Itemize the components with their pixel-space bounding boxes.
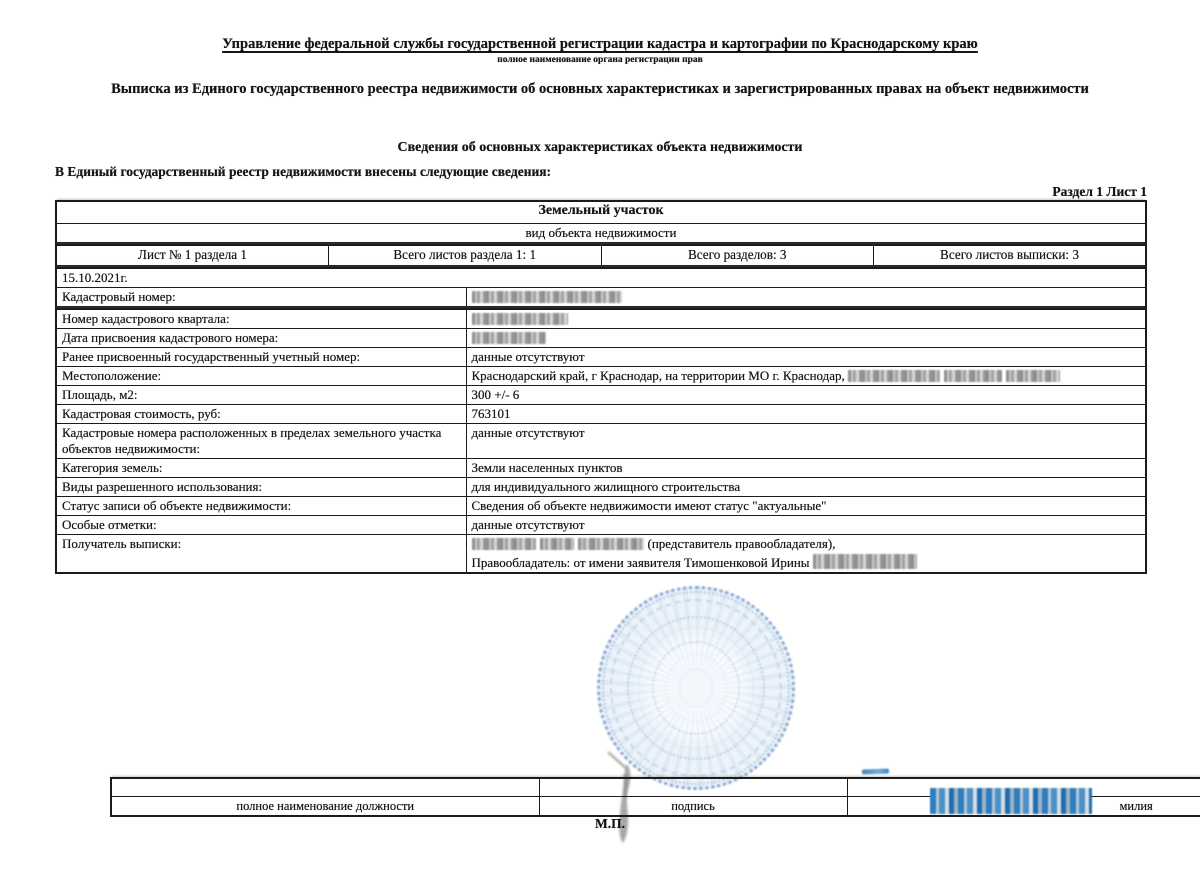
row-label: Получатель выписки: bbox=[56, 535, 466, 574]
org-name-caption: полное наименование органа регистрации прав bbox=[497, 55, 703, 65]
signature-footer-table bbox=[110, 777, 1200, 817]
table-row bbox=[56, 535, 1146, 574]
section-title: Сведения об основных характеристиках объекта недвижимости bbox=[397, 140, 803, 155]
table-row bbox=[56, 516, 1146, 535]
org-name-heading bbox=[0, 0, 1200, 53]
table-row bbox=[56, 367, 1146, 386]
location-text: Краснодарский край, г Краснодар, на территории МО г. Краснодар, bbox=[471, 368, 845, 383]
table-row bbox=[56, 348, 1146, 367]
stamp-ring bbox=[679, 668, 713, 708]
redacted-value bbox=[848, 370, 940, 382]
table-row bbox=[111, 797, 1200, 817]
recipient-suffix-text: (представитель правообладателя), bbox=[647, 536, 836, 551]
table-row bbox=[56, 268, 1146, 288]
object-type-caption: вид объекта недвижимости bbox=[56, 224, 1146, 244]
redacted-value bbox=[472, 332, 546, 344]
sheets-in-section-cell: Всего листов раздела 1: 1 bbox=[329, 245, 602, 266]
row-value: данные отсутствуют bbox=[466, 424, 1146, 459]
redacted-value bbox=[472, 291, 622, 303]
position-signing-cell bbox=[111, 778, 539, 797]
row-value bbox=[466, 535, 1146, 574]
table-row bbox=[56, 497, 1146, 516]
row-label: Кадастровый номер: bbox=[56, 288, 466, 308]
intro-line: В Единый государственный реестр недвижимости внесены следующие сведения: bbox=[55, 164, 552, 179]
row-label: Статус записи об объекте недвижимости: bbox=[56, 497, 466, 516]
redacted-value bbox=[944, 370, 1002, 382]
row-value: Земли населенных пунктов bbox=[466, 459, 1146, 478]
redacted-value bbox=[472, 313, 568, 325]
row-label: Особые отметки: bbox=[56, 516, 466, 535]
table-row bbox=[56, 459, 1146, 478]
table-row bbox=[56, 245, 1146, 266]
row-label: Кадастровые номера расположенных в пределах земельного участка объектов недвижимости: bbox=[56, 424, 466, 459]
row-value: 300 +/- 6 bbox=[466, 386, 1146, 405]
row-label: Категория земель: bbox=[56, 459, 466, 478]
sheet-number-cell: Лист № 1 раздела 1 bbox=[56, 245, 329, 266]
object-type-table bbox=[55, 200, 1147, 244]
redacted-value bbox=[813, 554, 917, 569]
blue-ink-mark bbox=[862, 769, 889, 775]
row-value: 763101 bbox=[466, 405, 1146, 424]
stamp-place-label: М.П. bbox=[595, 816, 625, 831]
row-label: Площадь, м2: bbox=[56, 386, 466, 405]
extract-date-cell: 15.10.2021г. bbox=[56, 268, 1146, 288]
recipient-line-2 bbox=[472, 552, 1141, 571]
table-row bbox=[56, 478, 1146, 497]
total-sheets-cell: Всего листов выписки: 3 bbox=[874, 245, 1147, 266]
fio-caption-fragment: милия bbox=[1119, 799, 1153, 813]
section-sheet-label: Раздел 1 Лист 1 bbox=[1052, 184, 1147, 199]
row-label: Кадастровая стоимость, руб: bbox=[56, 405, 466, 424]
recipient-line-1 bbox=[472, 536, 1141, 552]
redacted-value bbox=[578, 538, 644, 550]
row-label: Местоположение: bbox=[56, 367, 466, 386]
sheet-info-table bbox=[55, 244, 1147, 267]
redacted-name-stamp bbox=[930, 788, 1092, 814]
row-label: Номер кадастрового квартала: bbox=[56, 309, 466, 329]
signature-caption-cell: подпись bbox=[539, 797, 847, 817]
rightholder-text: Правообладатель: от имени заявителя Тимошенковой Ирины bbox=[471, 555, 810, 570]
document-title: Выписка из Единого государственного реестра недвижимости об основных характеристиках и зарегистрированных правах на объект недвижимости bbox=[111, 81, 1089, 97]
position-caption-cell: полное наименование должности bbox=[111, 797, 539, 817]
object-type-value: Земельный участок bbox=[56, 201, 1146, 224]
table-row bbox=[56, 288, 1146, 308]
table-row bbox=[56, 329, 1146, 348]
row-value: данные отсутствуют bbox=[466, 516, 1146, 535]
table-row bbox=[56, 386, 1146, 405]
table-row bbox=[56, 424, 1146, 459]
signature-signing-cell bbox=[539, 778, 847, 797]
row-value: данные отсутствуют bbox=[466, 348, 1146, 367]
row-value: для индивидуального жилищного строительства bbox=[466, 478, 1146, 497]
row-value: Сведения об объекте недвижимости имеют статус "актуальные" bbox=[466, 497, 1146, 516]
redacted-value bbox=[540, 538, 574, 550]
date-and-number-table bbox=[55, 267, 1147, 308]
redacted-value bbox=[472, 538, 536, 550]
row-label: Дата присвоения кадастрового номера: bbox=[56, 329, 466, 348]
row-label: Виды разрешенного использования: bbox=[56, 478, 466, 497]
table-row bbox=[56, 309, 1146, 329]
total-sections-cell: Всего разделов: 3 bbox=[601, 245, 874, 266]
table-row bbox=[56, 201, 1146, 224]
row-label: Ранее присвоенный государственный учетный номер: bbox=[56, 348, 466, 367]
row-value bbox=[466, 309, 1146, 329]
row-value bbox=[466, 288, 1146, 308]
table-row bbox=[56, 224, 1146, 244]
characteristics-table bbox=[55, 308, 1147, 574]
org-name-text: Управление федеральной службы государственной регистрации кадастра и картографии по Краснодарскому краю bbox=[222, 36, 978, 52]
fio-caption-cell bbox=[847, 797, 1200, 817]
row-value bbox=[466, 367, 1146, 386]
redacted-value bbox=[1006, 370, 1060, 382]
table-row bbox=[56, 405, 1146, 424]
row-value bbox=[466, 329, 1146, 348]
